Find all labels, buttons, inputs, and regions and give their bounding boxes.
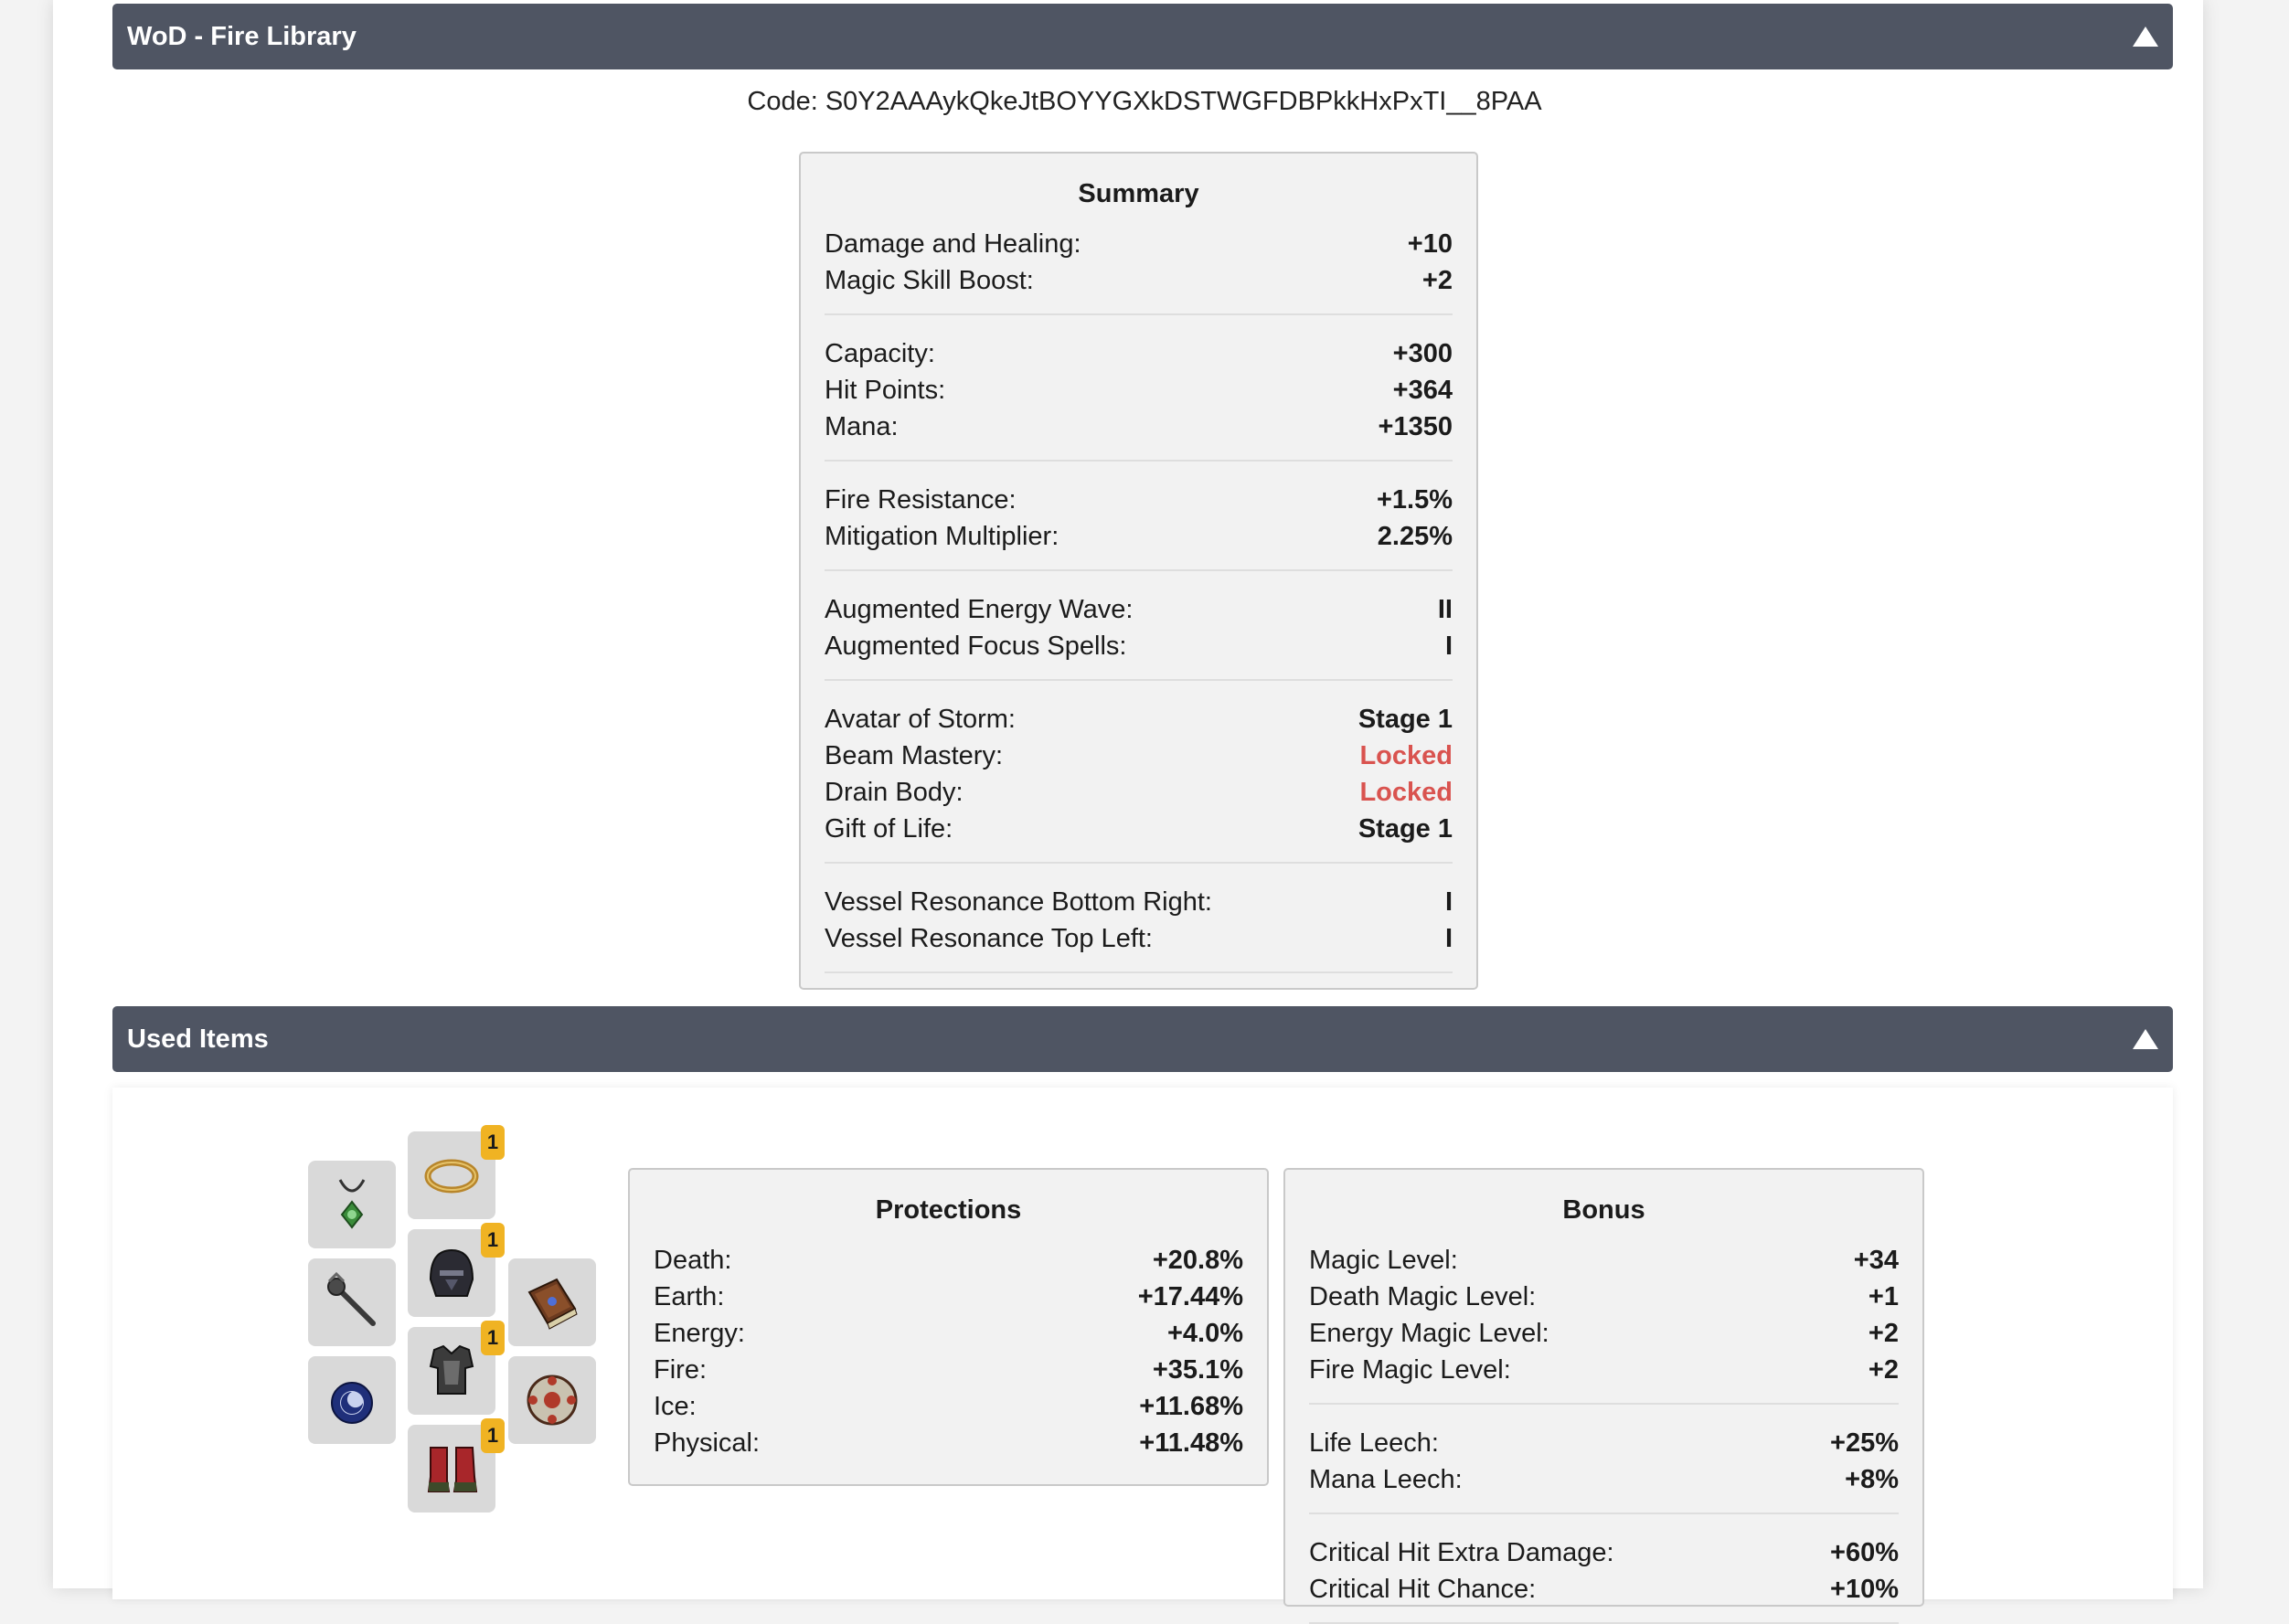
protections-title: Protections [875,1195,1022,1225]
protections-panel [628,1168,1269,1486]
protection-row [654,1352,1243,1388]
protection-value: +11.68% [1139,1391,1243,1421]
protection-value: +17.44% [1137,1281,1243,1311]
ring-icon [421,1145,482,1205]
summary-row [825,335,1453,372]
bonus-row [1309,1315,1899,1352]
summary-row [825,920,1453,957]
bonus-label: Energy Magic Level: [1309,1318,1549,1348]
used-items-section-title: Used Items [127,1024,269,1054]
summary-row [825,628,1453,664]
summary-row [825,372,1453,409]
protection-label: Fire: [654,1354,707,1385]
summary-label: Beam Mastery: [825,740,1003,770]
protection-row [654,1388,1243,1425]
protection-value: +4.0% [1166,1318,1243,1348]
summary-group [825,315,1453,462]
bonus-row [1309,1242,1899,1279]
protection-label: Earth: [654,1281,725,1311]
summary-label: Vessel Resonance Top Left: [825,923,1153,953]
summary-row [825,591,1453,628]
summary-label: Magic Skill Boost: [825,265,1034,295]
summary-value: I [1444,923,1453,953]
protection-row [654,1279,1243,1315]
backpack-slot[interactable] [308,1356,396,1444]
summary-row [825,774,1453,811]
bonus-row [1309,1425,1899,1461]
weapon-icon [322,1272,382,1332]
summary-label: Augmented Focus Spells: [825,631,1127,661]
summary-group [825,681,1453,864]
used-items-section-header[interactable] [112,1006,2173,1072]
bonus-panel [1283,1168,1924,1607]
summary-value: 2.25% [1377,521,1453,551]
summary-label: Hit Points: [825,375,946,405]
summary-row [825,518,1453,555]
summary-title: Summary [1078,179,1199,208]
bonus-value: +1 [1868,1281,1899,1311]
bonus-label: Fire Magic Level: [1309,1354,1511,1385]
library-section-title: WoD - Fire Library [127,21,357,51]
summary-value: Locked [1359,740,1453,770]
summary-row [825,811,1453,847]
summary-value: +1350 [1378,411,1453,441]
bonus-title: Bonus [1562,1195,1645,1225]
summary-group [825,226,1453,315]
protection-row [654,1315,1243,1352]
summary-panel [799,152,1478,990]
ring-badge: 1 [481,1125,505,1160]
summary-value: +300 [1392,338,1453,368]
summary-groups [801,226,1476,973]
library-section-header[interactable] [112,4,2173,69]
summary-value: +2 [1421,265,1453,295]
boots-badge: 1 [481,1418,505,1453]
bonus-row [1309,1461,1899,1498]
summary-group [825,571,1453,681]
bonus-label: Life Leech: [1309,1428,1439,1458]
summary-value: +1.5% [1376,484,1453,515]
protection-value: +35.1% [1152,1354,1243,1385]
bonus-value: +60% [1830,1537,1899,1567]
bonus-row [1309,1571,1899,1608]
spellbook-slot[interactable] [508,1258,596,1346]
summary-value: Locked [1359,777,1453,807]
boots-icon [421,1438,482,1499]
bonus-group [1309,1405,1899,1514]
bonus-value: +25% [1830,1428,1899,1458]
bonus-label: Magic Level: [1309,1245,1458,1275]
summary-value: I [1444,631,1453,661]
protection-value: +20.8% [1152,1245,1243,1275]
armor-badge: 1 [481,1321,505,1355]
helmet-badge: 1 [481,1223,505,1258]
bonus-value: +34 [1853,1245,1899,1275]
summary-label: Augmented Energy Wave: [825,594,1134,624]
bonus-value: +2 [1868,1318,1899,1348]
summary-row [825,482,1453,518]
summary-label: Drain Body: [825,777,964,807]
weapon-slot[interactable] [308,1258,396,1346]
summary-value: Stage 1 [1357,704,1453,734]
amulet-icon [322,1174,382,1235]
backpack-icon [322,1370,382,1430]
armor-icon [421,1341,482,1401]
summary-label: Gift of Life: [825,813,953,844]
protection-label: Energy: [654,1318,745,1348]
protection-value: +11.48% [1139,1428,1243,1458]
collapse-arrow-icon[interactable] [2133,27,2158,47]
summary-label: Avatar of Storm: [825,704,1016,734]
shield-slot[interactable] [508,1356,596,1444]
shield-icon [522,1370,582,1430]
summary-value: II [1437,594,1453,624]
bonus-label: Critical Hit Chance: [1309,1574,1537,1604]
summary-row [825,884,1453,920]
summary-label: Capacity: [825,338,935,368]
helmet-icon [421,1243,482,1303]
spellbook-icon [522,1272,582,1332]
bonus-value: +10% [1830,1574,1899,1604]
bonus-group [1309,1242,1899,1405]
protection-label: Physical: [654,1428,761,1458]
bonus-group [1309,1514,1899,1624]
bonus-row [1309,1352,1899,1388]
bonus-value: +8% [1845,1464,1899,1494]
summary-row [825,701,1453,738]
bonus-row [1309,1279,1899,1315]
summary-label: Fire Resistance: [825,484,1017,515]
bonus-row [1309,1534,1899,1571]
collapse-arrow-icon[interactable] [2133,1029,2158,1049]
protection-label: Ice: [654,1391,697,1421]
bonus-label: Death Magic Level: [1309,1281,1537,1311]
protection-row [654,1425,1243,1461]
summary-row [825,262,1453,299]
summary-value: I [1444,886,1453,917]
summary-value: Stage 1 [1357,813,1453,844]
bonus-value: +2 [1868,1354,1899,1385]
bonus-label: Critical Hit Extra Damage: [1309,1537,1614,1567]
summary-group [825,864,1453,973]
summary-value: +364 [1392,375,1453,405]
summary-row [825,226,1453,262]
bonus-label: Mana Leech: [1309,1464,1463,1494]
summary-label: Damage and Healing: [825,228,1081,259]
summary-label: Mana: [825,411,899,441]
summary-group [825,462,1453,571]
build-code: Code: S0Y2AAAykQkeJtBOYYGXkDSTWGFDBPkkHxPxTI__8PAA [747,87,1542,116]
summary-label: Vessel Resonance Bottom Right: [825,886,1212,917]
summary-value: +10 [1407,228,1453,259]
protections-rows [654,1242,1243,1461]
summary-row [825,409,1453,445]
amulet-slot[interactable] [308,1161,396,1248]
bonus-groups [1285,1242,1922,1624]
summary-label: Mitigation Multiplier: [825,521,1059,551]
summary-row [825,738,1453,774]
protection-label: Death: [654,1245,732,1275]
protection-row [654,1242,1243,1279]
